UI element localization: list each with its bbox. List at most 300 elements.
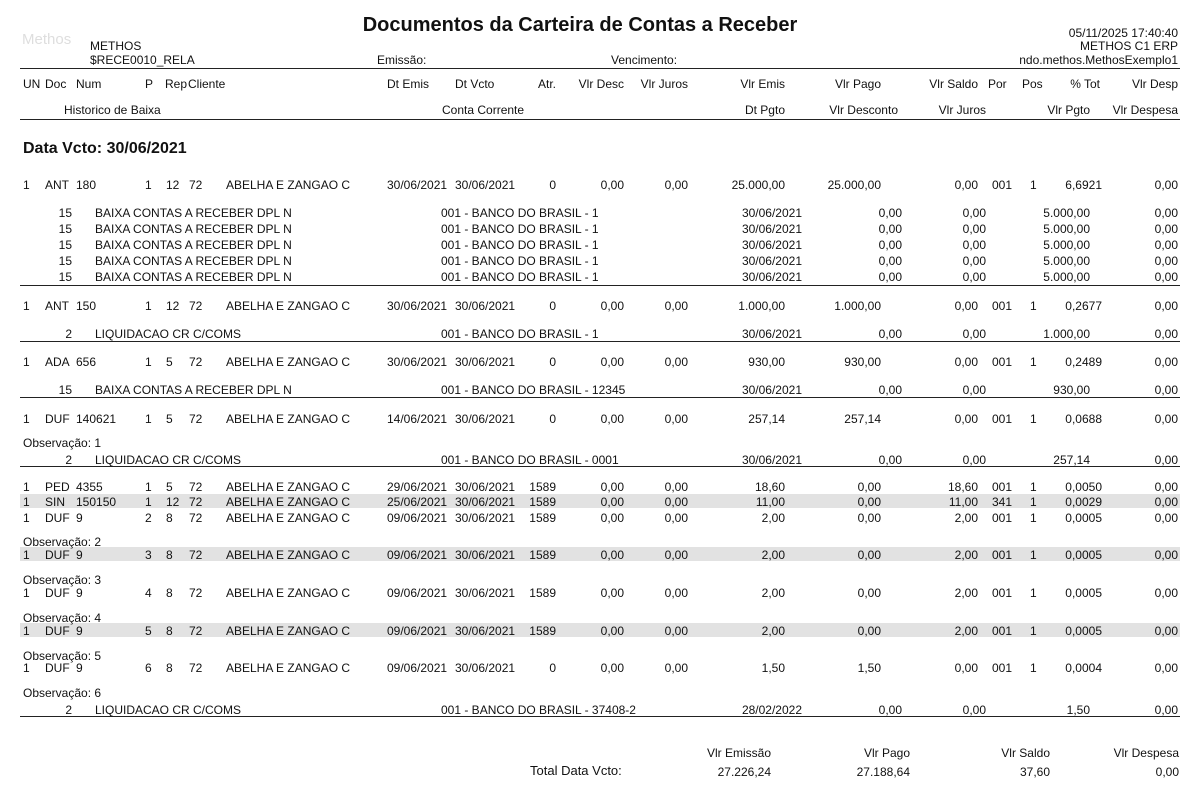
- baixa-cell-desconto: 0,00: [878, 222, 902, 236]
- document-cell-doc: SIN: [45, 495, 66, 509]
- baixa-cell-hist: BAIXA CONTAS A RECEBER DPL N: [95, 254, 292, 268]
- totals-saldo-value: 37,60: [1019, 765, 1050, 779]
- baixa-cell-cod: 2: [65, 453, 72, 467]
- document-cell-pos: 1: [1030, 661, 1037, 675]
- document-cell-pago: 0,00: [857, 480, 881, 494]
- document-cell-dt-emis: 09/06/2021: [387, 661, 448, 675]
- baixa-cell-conta: 001 - BANCO DO BRASIL - 1: [441, 327, 599, 341]
- col-rep: Rep: [165, 77, 188, 91]
- observacao: Observação: 6: [23, 686, 102, 700]
- document-cell-por: 341: [992, 495, 1013, 509]
- baixa-cell-desconto: 0,00: [878, 703, 902, 717]
- col-vlr-desconto: Vlr Desconto: [829, 103, 898, 117]
- document-cell-cliente: ABELHA E ZANGAO C: [226, 548, 351, 562]
- document-cell-atr: 1589: [529, 495, 556, 509]
- document-cell-juros: 0,00: [664, 355, 688, 369]
- baixa-cell-conta: 001 - BANCO DO BRASIL - 0001: [441, 453, 619, 467]
- document-cell-atr: 1589: [529, 511, 556, 525]
- document-cell-tot: 6,6921: [1065, 178, 1102, 192]
- document-cell-desc: 0,00: [600, 299, 624, 313]
- document-cell-rep: 5: [166, 480, 173, 494]
- document-cell-tot: 0,0005: [1065, 586, 1102, 600]
- document-cell-saldo: 11,00: [948, 495, 978, 509]
- document-cell-un: 1: [23, 495, 30, 509]
- baixa-cell-hist: BAIXA CONTAS A RECEBER DPL N: [95, 238, 292, 252]
- document-cell-dt-vcto: 30/06/2021: [455, 178, 516, 192]
- document-cell-doc: DUF: [45, 661, 70, 675]
- document-cell-pago: 1.000,00: [834, 299, 881, 313]
- baixa-cell-despesa: 0,00: [1154, 703, 1178, 717]
- document-cell-pos: 1: [1030, 495, 1037, 509]
- baixa-cell-hist: LIQUIDACAO CR C/COMS: [95, 453, 242, 467]
- document-cell-emis: 11,00: [755, 495, 785, 509]
- document-cell-atr: 1589: [529, 548, 556, 562]
- document-cell-por: 001: [992, 548, 1013, 562]
- document-cell-dt-emis: 30/06/2021: [387, 178, 448, 192]
- document-cell-dt-vcto: 30/06/2021: [455, 412, 516, 426]
- document-cell-num: 4355: [76, 480, 103, 494]
- document-cell-cliente: ABELHA E ZANGAO C: [226, 586, 351, 600]
- document-cell-rep2: 72: [189, 355, 203, 369]
- document-cell-dt-vcto: 30/06/2021: [455, 355, 516, 369]
- document-cell-juros: 0,00: [664, 624, 688, 638]
- col-pos: Pos: [1022, 77, 1043, 91]
- document-cell-num: 9: [76, 586, 83, 600]
- totals-saldo-label: Vlr Saldo: [1001, 746, 1050, 760]
- document-cell-emis: 2,00: [761, 511, 785, 525]
- document-cell-pos: 1: [1030, 511, 1037, 525]
- document-cell-tot: 0,0005: [1065, 624, 1102, 638]
- document-cell-doc: PED: [45, 480, 70, 494]
- document-cell-desc: 0,00: [600, 178, 624, 192]
- document-cell-emis: 930,00: [748, 355, 785, 369]
- document-cell-saldo: 2,00: [954, 586, 978, 600]
- document-cell-rep2: 72: [189, 299, 203, 313]
- document-cell-p: 6: [145, 661, 152, 675]
- document-cell-rep2: 72: [189, 624, 203, 638]
- document-cell-num: 9: [76, 624, 83, 638]
- document-cell-juros: 0,00: [664, 548, 688, 562]
- baixa-cell-pgto: 5.000,00: [1043, 254, 1090, 268]
- document-cell-rep: 5: [166, 412, 173, 426]
- document-cell-pago: 0,00: [857, 548, 881, 562]
- baixa-cell-conta: 001 - BANCO DO BRASIL - 1: [441, 206, 599, 220]
- document-cell-num: 140621: [76, 412, 117, 426]
- document-cell-atr: 1589: [529, 624, 556, 638]
- baixa-cell-despesa: 0,00: [1154, 383, 1178, 397]
- totals-pago-value: 27.188,64: [856, 765, 910, 779]
- document-cell-dt-emis: 25/06/2021: [387, 495, 448, 509]
- document-cell-p: 2: [145, 511, 152, 525]
- document-cell-pago: 0,00: [857, 586, 881, 600]
- document-cell-dt-emis: 30/06/2021: [387, 299, 448, 313]
- baixa-cell-juros: 0,00: [962, 327, 986, 341]
- document-cell-dt-vcto: 30/06/2021: [455, 624, 516, 638]
- col-por: Por: [988, 77, 1007, 91]
- document-cell-num: 180: [76, 178, 97, 192]
- document-cell-dt-vcto: 30/06/2021: [455, 480, 516, 494]
- document-cell-dt-vcto: 30/06/2021: [455, 548, 516, 562]
- document-cell-saldo: 18,60: [947, 480, 978, 494]
- document-cell-doc: DUF: [45, 412, 70, 426]
- columns-divider: [20, 119, 1180, 120]
- col-p: P: [145, 77, 154, 91]
- document-cell-pos: 1: [1030, 480, 1037, 494]
- document-cell-rep2: 72: [189, 495, 203, 509]
- document-cell-pago: 1,50: [857, 661, 881, 675]
- document-cell-por: 001: [992, 178, 1013, 192]
- col-conta-corrente: Conta Corrente: [442, 103, 525, 117]
- document-cell-desc: 0,00: [600, 586, 624, 600]
- document-cell-rep: 12: [166, 495, 180, 509]
- baixa-cell-dt: 30/06/2021: [741, 327, 802, 341]
- observacao: Observação: 4: [23, 611, 102, 625]
- document-cell-desp: 0,00: [1154, 178, 1178, 192]
- document-cell-rep: 8: [166, 511, 173, 525]
- baixa-cell-pgto: 1.000,00: [1043, 327, 1090, 341]
- document-cell-doc: DUF: [45, 586, 70, 600]
- document-cell-desp: 0,00: [1154, 511, 1178, 525]
- document-cell-doc: ANT: [45, 178, 69, 192]
- baixa-cell-hist: BAIXA CONTAS A RECEBER DPL N: [95, 270, 292, 284]
- document-cell-p: 1: [145, 412, 152, 426]
- document-cell-num: 9: [76, 511, 83, 525]
- document-cell-por: 001: [992, 299, 1013, 313]
- document-cell-tot: 0,0050: [1065, 480, 1102, 494]
- document-cell-atr: 1589: [529, 480, 556, 494]
- document-cell-cliente: ABELHA E ZANGAO C: [226, 355, 351, 369]
- document-cell-cliente: ABELHA E ZANGAO C: [226, 299, 351, 313]
- baixa-cell-juros: 0,00: [962, 383, 986, 397]
- document-cell-atr: 1589: [529, 586, 556, 600]
- col-un: UN: [23, 77, 41, 91]
- document-cell-p: 1: [145, 480, 152, 494]
- document-cell-un: 1: [23, 178, 30, 192]
- baixa-cell-cod: 15: [58, 270, 72, 284]
- emissao-label: Emissão:: [377, 53, 427, 67]
- document-cell-dt-vcto: 30/06/2021: [455, 586, 516, 600]
- document-cell-doc: ADA: [45, 355, 70, 369]
- document-cell-pos: 1: [1030, 355, 1037, 369]
- document-cell-dt-vcto: 30/06/2021: [455, 299, 516, 313]
- baixa-cell-conta: 001 - BANCO DO BRASIL - 37408-2: [441, 703, 636, 717]
- document-cell-emis: 2,00: [761, 586, 785, 600]
- document-cell-doc: DUF: [45, 624, 70, 638]
- document-cell-doc: DUF: [45, 511, 70, 525]
- class-path: ndo.methos.MethosExemplo1: [1019, 53, 1178, 67]
- col-vlr-juros: Vlr Juros: [640, 77, 688, 91]
- document-cell-pos: 1: [1030, 178, 1037, 192]
- document-cell-por: 001: [992, 511, 1013, 525]
- document-cell-rep: 12: [166, 178, 180, 192]
- document-cell-pos: 1: [1030, 586, 1037, 600]
- document-cell-cliente: ABELHA E ZANGAO C: [226, 178, 351, 192]
- vencimento-label: Vencimento:: [611, 53, 678, 67]
- document-cell-dt-emis: 14/06/2021: [387, 412, 448, 426]
- document-cell-un: 1: [23, 624, 30, 638]
- document-cell-dt-emis: 09/06/2021: [387, 548, 448, 562]
- col-doc: Doc: [45, 77, 67, 91]
- col-vlr-pgto: Vlr Pgto: [1047, 103, 1090, 117]
- baixa-cell-hist: BAIXA CONTAS A RECEBER DPL N: [95, 383, 292, 397]
- baixa-cell-juros: 0,00: [962, 222, 986, 236]
- col-vlr-desp: Vlr Desp: [1131, 77, 1178, 91]
- col-vlr-desc: Vlr Desc: [578, 77, 624, 91]
- document-cell-pago: 257,14: [844, 412, 881, 426]
- document-cell-atr: 0: [549, 661, 556, 675]
- document-cell-tot: 0,0688: [1065, 412, 1102, 426]
- baixa-cell-pgto: 1,50: [1066, 703, 1090, 717]
- document-cell-emis: 18,60: [754, 480, 785, 494]
- baixa-cell-desconto: 0,00: [878, 254, 902, 268]
- document-cell-un: 1: [23, 412, 30, 426]
- baixa-cell-pgto: 5.000,00: [1043, 222, 1090, 236]
- row-divider: [20, 285, 1180, 286]
- baixa-cell-dt: 30/06/2021: [741, 238, 802, 252]
- row-divider: [20, 341, 1180, 342]
- col-vlr-juros-2: Vlr Juros: [938, 103, 986, 117]
- document-cell-num: 9: [76, 548, 83, 562]
- document-cell-p: 5: [145, 624, 152, 638]
- baixa-cell-dt: 28/02/2022: [741, 703, 802, 717]
- document-cell-por: 001: [992, 412, 1013, 426]
- document-cell-emis: 257,14: [748, 412, 785, 426]
- col-vlr-despesa: Vlr Despesa: [1112, 103, 1178, 117]
- document-cell-tot: 0,2489: [1065, 355, 1102, 369]
- document-cell-dt-vcto: 30/06/2021: [455, 495, 516, 509]
- document-cell-un: 1: [23, 480, 30, 494]
- baixa-cell-despesa: 0,00: [1154, 254, 1178, 268]
- baixa-cell-cod: 15: [58, 254, 72, 268]
- baixa-cell-cod: 15: [58, 383, 72, 397]
- baixa-cell-juros: 0,00: [962, 453, 986, 467]
- document-cell-desp: 0,00: [1154, 661, 1178, 675]
- document-cell-emis: 1,50: [761, 661, 785, 675]
- document-cell-pago: 930,00: [844, 355, 881, 369]
- document-cell-por: 001: [992, 661, 1013, 675]
- document-cell-juros: 0,00: [664, 412, 688, 426]
- document-cell-dt-vcto: 30/06/2021: [455, 511, 516, 525]
- document-cell-num: 9: [76, 661, 83, 675]
- document-cell-desp: 0,00: [1154, 355, 1178, 369]
- document-cell-atr: 0: [549, 412, 556, 426]
- document-cell-doc: ANT: [45, 299, 69, 313]
- baixa-cell-despesa: 0,00: [1154, 206, 1178, 220]
- document-cell-juros: 0,00: [664, 480, 688, 494]
- baixa-cell-juros: 0,00: [962, 270, 986, 284]
- baixa-cell-hist: LIQUIDACAO CR C/COMS: [95, 327, 242, 341]
- document-cell-saldo: 0,00: [954, 299, 978, 313]
- col-dt-pgto: Dt Pgto: [744, 103, 785, 117]
- baixa-cell-juros: 0,00: [962, 254, 986, 268]
- baixa-cell-juros: 0,00: [962, 238, 986, 252]
- document-cell-juros: 0,00: [664, 299, 688, 313]
- baixa-cell-juros: 0,00: [962, 703, 986, 717]
- document-cell-desp: 0,00: [1154, 412, 1178, 426]
- document-cell-dt-emis: 30/06/2021: [387, 355, 448, 369]
- document-cell-rep2: 72: [189, 586, 203, 600]
- baixa-cell-hist: BAIXA CONTAS A RECEBER DPL N: [95, 206, 292, 220]
- baixa-cell-despesa: 0,00: [1154, 327, 1178, 341]
- document-cell-un: 1: [23, 511, 30, 525]
- document-cell-por: 001: [992, 480, 1013, 494]
- document-cell-rep: 5: [166, 355, 173, 369]
- document-cell-dt-emis: 09/06/2021: [387, 624, 448, 638]
- document-cell-saldo: 0,00: [954, 178, 978, 192]
- document-cell-saldo: 0,00: [954, 412, 978, 426]
- document-cell-dt-vcto: 30/06/2021: [455, 661, 516, 675]
- document-cell-num: 150: [76, 299, 97, 313]
- document-cell-pos: 1: [1030, 412, 1037, 426]
- product-name: METHOS C1 ERP: [1079, 39, 1178, 53]
- document-cell-saldo: 2,00: [954, 511, 978, 525]
- document-cell-p: 1: [145, 495, 152, 509]
- document-cell-rep: 12: [166, 299, 180, 313]
- document-cell-un: 1: [23, 355, 30, 369]
- baixa-cell-conta: 001 - BANCO DO BRASIL - 1: [441, 254, 599, 268]
- document-cell-emis: 2,00: [761, 548, 785, 562]
- baixa-cell-pgto: 5.000,00: [1043, 206, 1090, 220]
- baixa-cell-despesa: 0,00: [1154, 222, 1178, 236]
- document-cell-tot: 0,0029: [1065, 495, 1102, 509]
- baixa-cell-desconto: 0,00: [878, 453, 902, 467]
- col-vlr-pago: Vlr Pago: [834, 77, 881, 91]
- baixa-cell-desconto: 0,00: [878, 383, 902, 397]
- document-cell-pos: 1: [1030, 624, 1037, 638]
- document-cell-pago: 0,00: [857, 624, 881, 638]
- baixa-cell-cod: 15: [58, 206, 72, 220]
- document-cell-desp: 0,00: [1154, 480, 1178, 494]
- document-cell-un: 1: [23, 548, 30, 562]
- document-cell-dt-emis: 29/06/2021: [387, 480, 448, 494]
- baixa-cell-pgto: 5.000,00: [1043, 270, 1090, 284]
- baixa-cell-cod: 15: [58, 222, 72, 236]
- document-cell-p: 3: [145, 548, 152, 562]
- document-cell-desc: 0,00: [600, 511, 624, 525]
- document-cell-juros: 0,00: [664, 511, 688, 525]
- document-cell-desp: 0,00: [1154, 299, 1178, 313]
- totals-despesa-value: 0,00: [1155, 765, 1179, 779]
- col-dt-vcto: Dt Vcto: [455, 77, 495, 91]
- document-cell-p: 1: [145, 355, 152, 369]
- totals-despesa-label: Vlr Despesa: [1113, 746, 1179, 760]
- document-cell-por: 001: [992, 586, 1013, 600]
- document-cell-un: 1: [23, 299, 30, 313]
- col-pct-tot: % Tot: [1070, 77, 1100, 91]
- baixa-cell-conta: 001 - BANCO DO BRASIL - 1: [441, 238, 599, 252]
- document-cell-desp: 0,00: [1154, 624, 1178, 638]
- document-cell-cliente: ABELHA E ZANGAO C: [226, 511, 351, 525]
- document-cell-num: 656: [76, 355, 97, 369]
- document-cell-saldo: 2,00: [954, 624, 978, 638]
- document-cell-saldo: 0,00: [954, 355, 978, 369]
- document-cell-emis: 2,00: [761, 624, 785, 638]
- document-cell-desp: 0,00: [1154, 495, 1178, 509]
- document-cell-desc: 0,00: [600, 480, 624, 494]
- document-cell-pago: 0,00: [857, 511, 881, 525]
- document-cell-rep: 8: [166, 661, 173, 675]
- document-cell-por: 001: [992, 355, 1013, 369]
- document-cell-dt-emis: 09/06/2021: [387, 586, 448, 600]
- baixa-cell-dt: 30/06/2021: [741, 222, 802, 236]
- baixa-cell-cod: 2: [65, 327, 72, 341]
- document-cell-p: 1: [145, 178, 152, 192]
- document-cell-cliente: ABELHA E ZANGAO C: [226, 495, 351, 509]
- document-cell-saldo: 2,00: [954, 548, 978, 562]
- document-cell-dt-emis: 09/06/2021: [387, 511, 448, 525]
- document-cell-rep2: 72: [189, 178, 203, 192]
- baixa-cell-pgto: 5.000,00: [1043, 238, 1090, 252]
- watermark-logo: Methos: [22, 31, 72, 48]
- document-cell-atr: 0: [549, 178, 556, 192]
- document-cell-por: 001: [992, 624, 1013, 638]
- observacao: Observação: 3: [23, 573, 102, 587]
- totals-pago-label: Vlr Pago: [863, 746, 910, 760]
- col-num: Num: [76, 77, 102, 91]
- header-divider: [20, 68, 1180, 69]
- document-cell-un: 1: [23, 661, 30, 675]
- document-cell-rep2: 72: [189, 480, 203, 494]
- row-divider: [20, 397, 1180, 398]
- baixa-cell-conta: 001 - BANCO DO BRASIL - 1: [441, 270, 599, 284]
- company-name: METHOS: [90, 39, 142, 53]
- totals-label: Total Data Vcto:: [530, 763, 622, 778]
- baixa-cell-despesa: 0,00: [1154, 238, 1178, 252]
- document-cell-rep: 8: [166, 548, 173, 562]
- baixa-cell-conta: 001 - BANCO DO BRASIL - 1: [441, 222, 599, 236]
- document-cell-tot: 0,0004: [1065, 661, 1102, 675]
- col-vlr-saldo: Vlr Saldo: [929, 77, 978, 91]
- document-cell-cliente: ABELHA E ZANGAO C: [226, 412, 351, 426]
- document-cell-tot: 0,0005: [1065, 511, 1102, 525]
- baixa-cell-dt: 30/06/2021: [741, 254, 802, 268]
- document-cell-tot: 0,0005: [1065, 548, 1102, 562]
- col-dt-emis: Dt Emis: [387, 77, 429, 91]
- baixa-cell-hist: BAIXA CONTAS A RECEBER DPL N: [95, 222, 292, 236]
- document-cell-saldo: 0,00: [954, 661, 978, 675]
- document-cell-desp: 0,00: [1154, 586, 1178, 600]
- document-cell-rep2: 72: [189, 412, 203, 426]
- baixa-cell-conta: 001 - BANCO DO BRASIL - 12345: [441, 383, 626, 397]
- document-cell-tot: 0,2677: [1065, 299, 1102, 313]
- totals-emissao-label: Vlr Emissão: [706, 746, 771, 760]
- document-cell-desc: 0,00: [600, 355, 624, 369]
- document-cell-num: 150150: [76, 495, 117, 509]
- document-cell-rep2: 72: [189, 548, 203, 562]
- document-cell-un: 1: [23, 586, 30, 600]
- baixa-cell-desconto: 0,00: [878, 270, 902, 284]
- document-cell-juros: 0,00: [664, 586, 688, 600]
- col-atr: Atr.: [537, 77, 556, 91]
- document-cell-desc: 0,00: [600, 412, 624, 426]
- document-cell-rep2: 72: [189, 511, 203, 525]
- baixa-cell-cod: 15: [58, 238, 72, 252]
- baixa-cell-despesa: 0,00: [1154, 270, 1178, 284]
- observacao: Observação: 1: [23, 436, 102, 450]
- document-cell-desc: 0,00: [600, 661, 624, 675]
- baixa-cell-dt: 30/06/2021: [741, 383, 802, 397]
- document-cell-cliente: ABELHA E ZANGAO C: [226, 661, 351, 675]
- baixa-cell-desconto: 0,00: [878, 206, 902, 220]
- document-cell-desp: 0,00: [1154, 548, 1178, 562]
- report-datetime: 05/11/2025 17:40:40: [1068, 26, 1178, 40]
- document-cell-cliente: ABELHA E ZANGAO C: [226, 480, 351, 494]
- totals-emissao-value: 27.226,24: [717, 765, 771, 779]
- document-cell-p: 1: [145, 299, 152, 313]
- document-cell-desc: 0,00: [600, 495, 624, 509]
- col-vlr-emis: Vlr Emis: [740, 77, 785, 91]
- section-heading: Data Vcto: 30/06/2021: [23, 140, 187, 157]
